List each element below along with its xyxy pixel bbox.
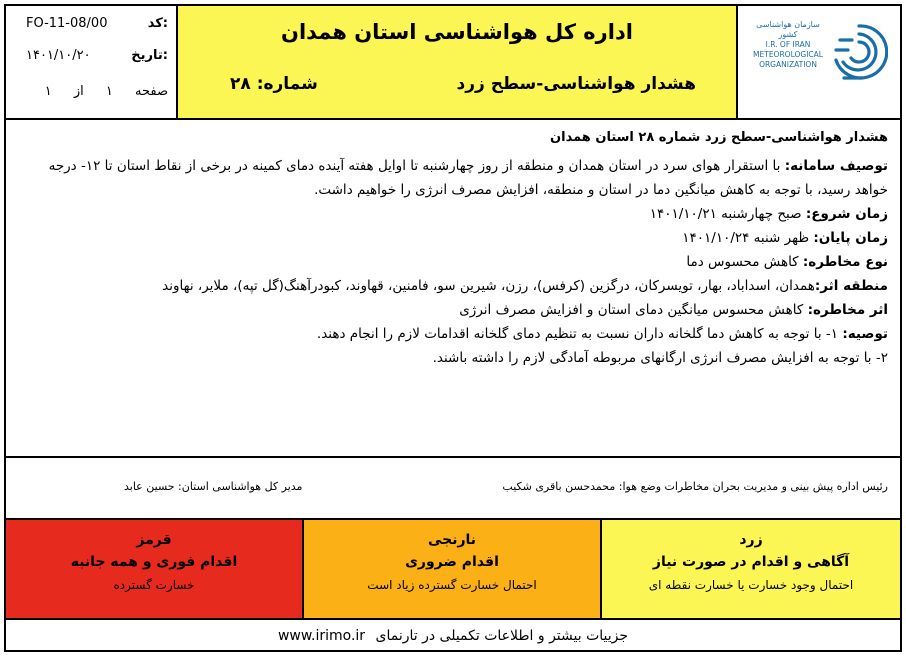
- level-red-name: قرمز: [136, 532, 172, 548]
- level-orange-description: احتمال خسارت گسترده زیاد است: [367, 578, 537, 592]
- warning-number-label: شماره:: [256, 74, 318, 94]
- effect-label: اثر مخاطره:: [807, 302, 888, 318]
- advice-second: [18, 346, 888, 370]
- website-link[interactable]: www.irimo.ir: [277, 628, 366, 644]
- logo-english-line-1: I.R. OF IRAN: [765, 40, 811, 49]
- date-value: ۱۴۰۱/۱۰/۲۰: [26, 48, 91, 63]
- hazard-label: نوع مخاطره:: [802, 254, 888, 270]
- warning-number: [230, 74, 318, 94]
- level-yellow-name: زرد: [739, 532, 763, 548]
- forecast-head-signature: رئیس اداره پیش بینی و مدیریت بحران مخاطرات وضع هوا: محمدحسن باقری شکیب: [502, 480, 888, 493]
- logo-english-line-2: METEOROLOGICAL: [753, 50, 823, 59]
- page-total: ۱: [44, 84, 52, 99]
- warning-levels-legend: [6, 520, 900, 620]
- start-label: زمان شروع:: [805, 206, 888, 222]
- end-text: ظهر شنبه ۱۴۰۱/۱۰/۲۴: [682, 230, 814, 246]
- organization-logo: [738, 6, 900, 118]
- level-yellow-description: احتمال وجود خسارت یا خسارت نقطه ای: [648, 578, 854, 592]
- logo-text: [746, 20, 830, 70]
- level-yellow-action: آگاهی و اقدام در صورت نیاز: [652, 554, 850, 570]
- warning-number-value: ۲۸: [230, 74, 251, 94]
- effect-text: کاهش محسوس میانگین دمای استان و افزایش مصرف انرژی: [459, 302, 808, 318]
- warning-heading: هشدار هواشناسی-سطح زرد شماره ۲۸ استان همدان: [550, 130, 888, 145]
- document-header: [6, 6, 900, 120]
- start-text: صبح چهارشنبه ۱۴۰۱/۱۰/۲۱: [649, 206, 806, 222]
- system-description: [18, 154, 888, 202]
- code-label: کد:: [147, 16, 168, 31]
- area-label: منطقه اثر:: [814, 278, 888, 294]
- advice-item-1: ۱- با توجه به کاهش دما گلخانه داران نسبت به تنظیم دمای گلخانه اقدامات لازم را انجام دهند.: [316, 326, 843, 342]
- end-label: زمان پایان:: [813, 230, 888, 246]
- date-row: [12, 48, 168, 68]
- code-value: FO-11-08/00: [26, 16, 108, 31]
- warning-level-title: هشدار هواشناسی-سطح زرد: [456, 74, 696, 94]
- page-current: ۱: [105, 84, 113, 99]
- page-label: صفحه: [135, 84, 168, 99]
- signatures: [6, 458, 900, 520]
- document-footer: [6, 620, 900, 652]
- warning-document: [4, 4, 902, 652]
- meteorological-logo-icon: [830, 20, 888, 90]
- page-number-row: [12, 84, 168, 104]
- page-title: اداره کل هواشناسی استان همدان: [281, 20, 633, 44]
- document-info-box: [6, 6, 178, 118]
- end-time: [18, 226, 888, 250]
- hazard-text: کاهش محسوس دما: [686, 254, 803, 270]
- hazard-type: [18, 250, 888, 274]
- system-label: توصیف سامانه:: [784, 158, 888, 174]
- logo-persian-text: سازمان هواشناسی کشور: [756, 20, 820, 39]
- footer-text: جزییات بیشتر و اطلاعات تکمیلی در تارنمای: [375, 628, 629, 644]
- code-row: [12, 16, 168, 36]
- level-red-description: خسارت گسترده: [113, 578, 195, 592]
- director-signature: مدیر کل هواشناسی استان: حسین عابد: [124, 480, 303, 493]
- warning-body: [6, 118, 900, 458]
- level-orange: [304, 520, 602, 618]
- level-red-action: اقدام فوری و همه جانبه: [70, 554, 238, 570]
- level-orange-action: اقدام ضروری: [405, 554, 499, 570]
- system-text: با استقرار هوای سرد در استان همدان و منطقه از روز چهارشنبه تا اوایل هفته آینده دمای کمینه در برخی از نقاط استان تا ۱۲- درجه خواهد رسید، با توجه به کاهش میانگین دما در استان و منطقه، افزایش مصرف انرژی را خواهیم داشت.: [48, 158, 888, 198]
- date-label: تاریخ:: [131, 48, 168, 63]
- level-yellow: [602, 520, 900, 618]
- level-red: [6, 520, 304, 618]
- page-of-label: از: [73, 84, 84, 99]
- logo-english-line-3: ORGANIZATION: [759, 60, 817, 69]
- area-text: همدان، اسداباد، بهار، تویسرکان، درگزین (کرفس)، رزن، شیرین سو، فامنین، قهاوند، کبودرآهنگ(گل تپه)، ملایر، نهاوند: [162, 278, 815, 294]
- level-orange-name: نارنجی: [427, 532, 477, 548]
- start-time: [18, 202, 888, 226]
- affected-area: [18, 274, 888, 298]
- advice-item-2: ۲- با توجه به افزایش مصرف انرژی ارگانهای مربوطه آمادگی لازم را داشته باشند.: [432, 350, 888, 366]
- advice-label: توصیه:: [842, 326, 888, 342]
- advice: [18, 322, 888, 346]
- hazard-effect: [18, 298, 888, 322]
- header-title-box: [178, 6, 738, 118]
